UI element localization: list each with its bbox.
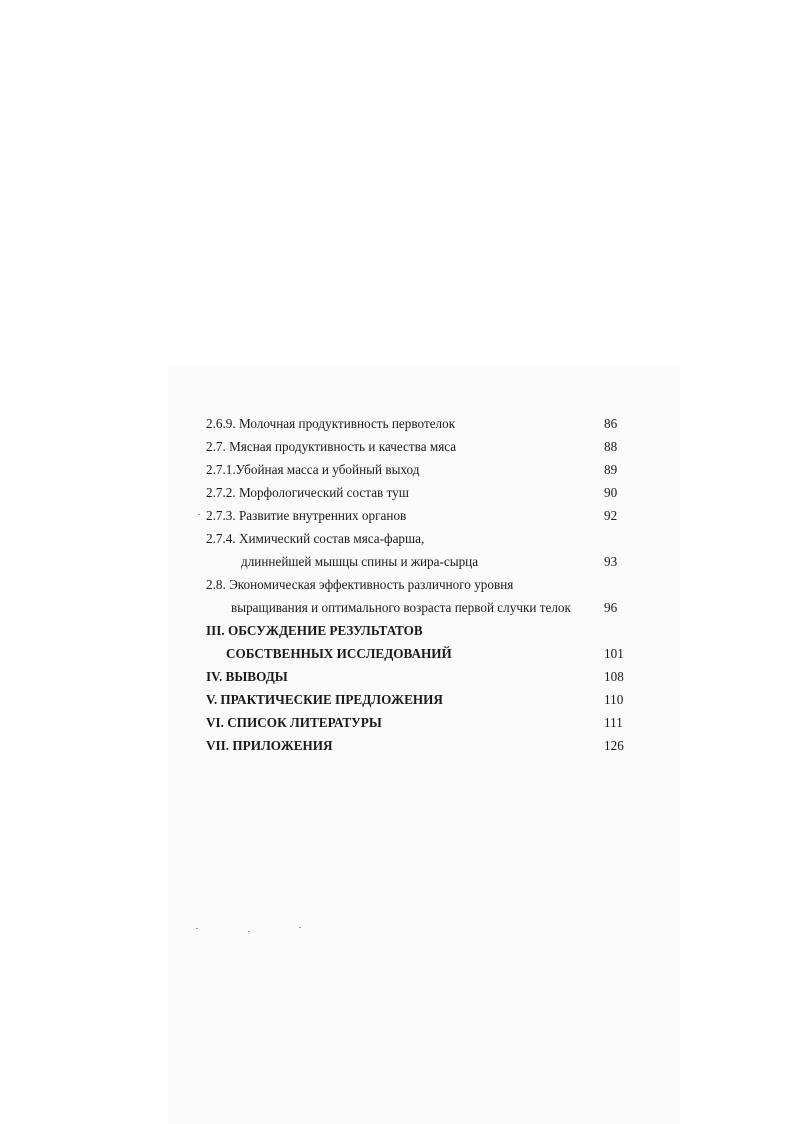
toc-entry-page: 89 [604, 462, 618, 477]
toc-entry-2-7-4 [206, 527, 626, 550]
toc-entry-page: 86 [604, 416, 618, 431]
toc-entry-title: 2.8. Экономическая эффективность различного уровня [206, 577, 514, 592]
toc-entry-2-7-1 [206, 458, 626, 481]
toc-entry-page: 126 [604, 738, 624, 753]
toc-entry-page: 101 [604, 646, 624, 661]
toc-entry-2-7-3 [206, 504, 626, 527]
toc-entry-2-6-9 [206, 412, 626, 435]
toc-entry-title: 2.7.4. Химический состав мяса-фарша, [206, 531, 425, 546]
toc-entry-title: выращивания и оптимального возраста первой случки телок [231, 600, 571, 615]
toc-entry-2-8-continuation [231, 596, 626, 619]
toc-entry-chapter-3 [206, 619, 626, 642]
toc-entry-title: VII. ПРИЛОЖЕНИЯ [206, 738, 333, 753]
toc-entry-page: 96 [604, 600, 618, 615]
toc-entry-chapter-7 [206, 734, 626, 757]
toc-entry-title: 2.7.2. Морфологический состав туш [206, 485, 409, 500]
toc-entry-page: 108 [604, 669, 624, 684]
toc-entry-title: 2.7. Мясная продуктивность и качества мяса [206, 439, 457, 454]
toc-entry-2-7-2 [206, 481, 626, 504]
toc-entry-chapter-6 [206, 711, 626, 734]
toc-entry-title: III. ОБСУЖДЕНИЕ РЕЗУЛЬТАТОВ [206, 623, 423, 638]
scan-speck [299, 927, 301, 928]
toc-entry-title: 2.6.9. Молочная продуктивность первотелок [206, 416, 456, 431]
scan-speck [198, 514, 200, 515]
toc-entry-2-8 [206, 573, 626, 596]
scan-speck [196, 928, 198, 929]
toc-entry-chapter-3-continuation [226, 642, 626, 665]
toc-entry-title: V. ПРАКТИЧЕСКИЕ ПРЕДЛОЖЕНИЯ [206, 692, 443, 707]
toc-entry-page: 110 [604, 692, 624, 707]
toc-entry-2-7 [206, 435, 626, 458]
toc-entry-page: 90 [604, 485, 618, 500]
toc-entry-page: 111 [604, 715, 623, 730]
toc-entry-title: 2.7.3. Развитие внутренних органов [206, 508, 407, 523]
toc-entry-2-7-4-continuation [241, 550, 626, 573]
toc-entry-page: 93 [604, 554, 618, 569]
toc-entry-title: длиннейшей мышцы спины и жира-сырца [241, 554, 479, 569]
toc-entry-page: 88 [604, 439, 618, 454]
toc-entry-title: VI. СПИСОК ЛИТЕРАТУРЫ [206, 715, 382, 730]
toc-entry-title: IV. ВЫВОДЫ [206, 669, 288, 684]
toc-entry-chapter-5 [206, 688, 626, 711]
toc-entry-title: СОБСТВЕННЫХ ИССЛЕДОВАНИЙ [226, 646, 452, 661]
toc-entry-title: 2.7.1.Убойная масса и убойный выход [206, 462, 420, 477]
toc-entry-page: 92 [604, 508, 618, 523]
toc-entry-chapter-4 [206, 665, 626, 688]
scan-speck [248, 931, 250, 932]
